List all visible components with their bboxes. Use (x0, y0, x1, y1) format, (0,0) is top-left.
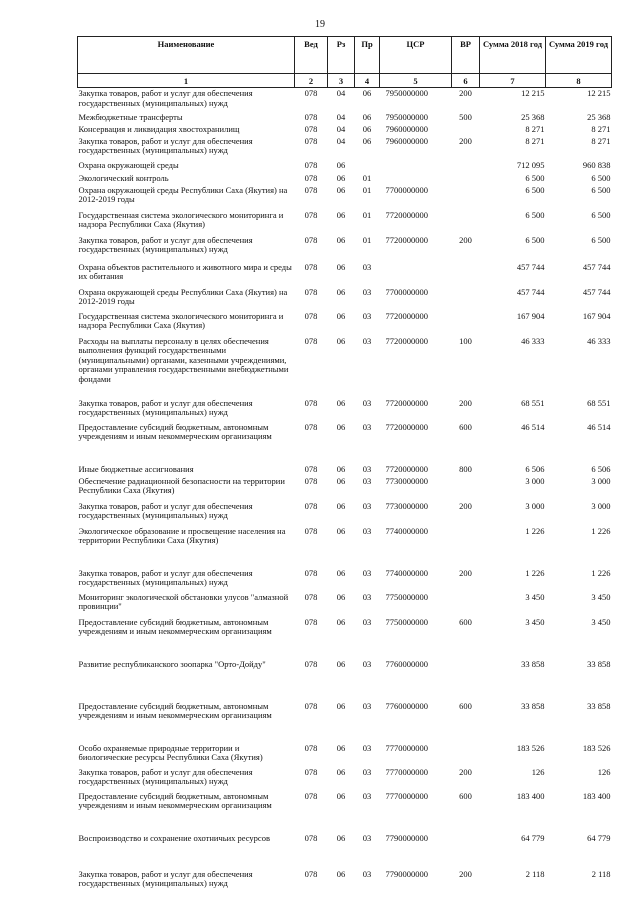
cell-pr: 03 (362, 475, 372, 486)
cell-ved: 078 (304, 832, 318, 843)
cell-name: Закупка товаров, работ и услуг для обеспечения государственных (муниципальных) нужд (78, 868, 253, 888)
cell-pr: 03 (362, 832, 372, 843)
cell-s18: 6 500 (525, 172, 545, 183)
cell-pr: 03 (362, 790, 372, 801)
header-rz: Рз (328, 37, 355, 74)
cell-name: Закупка товаров, работ и услуг для обеспечения государственных (муниципальных) нужд (78, 500, 253, 520)
cell-s18: 33 858 (521, 658, 545, 669)
cell-vr (452, 527, 480, 569)
cell-vr: 500 (459, 111, 472, 122)
cell-pr: 03 (362, 261, 372, 272)
header-vr: ВР (452, 37, 480, 74)
cell-pr: 01 (362, 172, 372, 183)
cell-pr: 03 (362, 742, 372, 753)
cell-name: Предоставление субсидий бюджетным, автономным учреждениям и иным некоммерческим организациям (78, 700, 272, 720)
table-body (78, 88, 612, 894)
cell-rz: 06 (336, 700, 346, 711)
cell-rz: 06 (336, 310, 346, 321)
column-number: 5 (380, 74, 452, 88)
cell-ved: 078 (304, 658, 318, 669)
cell-pr: 03 (362, 310, 372, 321)
cell-csr: 7750000000 (385, 591, 428, 602)
cell-ved: 078 (304, 397, 318, 408)
cell-name: Закупка товаров, работ и услуг для обеспечения государственных (муниципальных) нужд (78, 766, 253, 786)
cell-vr (452, 174, 480, 186)
cell-pr: 06 (362, 123, 372, 134)
cell-rz: 06 (336, 766, 346, 777)
table-row (78, 569, 612, 593)
cell-s18: 2 118 (525, 868, 545, 879)
cell-rz: 06 (336, 742, 346, 753)
cell-vr (452, 744, 480, 768)
cell-s19: 6 500 (591, 172, 611, 183)
cell-s19: 6 500 (591, 234, 611, 245)
cell-ved: 078 (304, 700, 318, 711)
cell-pr: 01 (362, 234, 372, 245)
cell-vr: 200 (459, 766, 472, 777)
cell-rz: 06 (336, 567, 346, 578)
cell-csr: 7770000000 (385, 766, 428, 777)
cell-s18: 6 500 (525, 234, 545, 245)
cell-ved: 078 (304, 766, 318, 777)
table-row (78, 660, 612, 702)
table-row (78, 423, 612, 465)
cell-s18: 8 271 (525, 123, 545, 134)
cell-ved: 078 (304, 209, 318, 220)
page-number: 19 (315, 19, 325, 30)
cell-s19: 3 000 (591, 500, 611, 511)
cell-name: Закупка товаров, работ и услуг для обеспечения государственных (муниципальных) нужд (78, 397, 253, 417)
cell-ved: 078 (304, 184, 318, 195)
cell-ved: 078 (304, 172, 318, 183)
cell-csr: 7770000000 (385, 790, 428, 801)
table-row (78, 744, 612, 768)
cell-ved: 078 (304, 123, 318, 134)
cell-s19: 167 904 (582, 310, 611, 321)
table-row (78, 236, 612, 263)
cell-s19: 25 368 (587, 111, 611, 122)
cell-ved: 078 (304, 421, 318, 432)
cell-ved: 078 (304, 868, 318, 879)
table-row (78, 137, 612, 161)
table-row (78, 527, 612, 569)
table-row (78, 702, 612, 744)
cell-name: Закупка товаров, работ и услуг для обеспечения государственных (муниципальных) нужд (78, 234, 253, 254)
table-row (78, 465, 612, 477)
cell-ved: 078 (304, 159, 318, 170)
cell-s18: 12 215 (521, 88, 545, 98)
cell-rz: 06 (336, 463, 346, 474)
cell-vr: 600 (459, 421, 472, 432)
table-header (78, 37, 612, 88)
cell-ved: 078 (304, 525, 318, 536)
column-number: 7 (480, 74, 546, 88)
cell-s18: 25 368 (521, 111, 545, 122)
column-number-row (78, 74, 612, 88)
cell-rz: 06 (336, 421, 346, 432)
cell-name: Закупка товаров, работ и услуг для обеспечения государственных (муниципальных) нужд (78, 135, 253, 155)
cell-pr: 03 (362, 700, 372, 711)
cell-s18: 46 514 (521, 421, 545, 432)
cell-vr: 200 (459, 500, 472, 511)
table-row (78, 174, 612, 186)
cell-vr: 200 (459, 567, 472, 578)
cell-name: Развитие республиканского зоопарка "Орто-Дойду" (78, 658, 266, 669)
cell-csr: 7720000000 (385, 421, 428, 432)
cell-s19: 1 226 (591, 567, 611, 578)
cell-s19: 46 333 (587, 335, 611, 346)
column-number: 6 (452, 74, 480, 88)
column-number: 4 (355, 74, 380, 88)
cell-name: Экологический контроль (78, 172, 169, 183)
cell-name: Государственная система экологического мониторинга и надзора Республики Саха (Якутия) (78, 209, 284, 229)
cell-rz: 04 (336, 135, 346, 146)
cell-vr (452, 312, 480, 337)
cell-ved: 078 (304, 500, 318, 511)
cell-vr (452, 161, 480, 174)
table-row (78, 834, 612, 870)
cell-csr: 7760000000 (385, 658, 428, 669)
header-csr: ЦСР (380, 37, 452, 74)
cell-s18: 8 271 (525, 135, 545, 146)
cell-csr: 7950000000 (385, 111, 428, 122)
cell-name: Охрана окружающей среды Республики Саха (Якутия) на 2012-2019 годы (78, 184, 288, 204)
cell-csr: 7790000000 (385, 868, 428, 879)
cell-rz: 06 (336, 261, 346, 272)
cell-rz: 04 (336, 111, 346, 122)
cell-s19: 12 215 (587, 88, 611, 98)
header-sum-2019: Сумма 2019 год (546, 37, 612, 74)
cell-pr: 03 (362, 567, 372, 578)
cell-name: Охрана окружающей среды Республики Саха (Якутия) на 2012-2019 годы (78, 286, 288, 306)
cell-s18: 183 400 (516, 790, 545, 801)
cell-csr (380, 161, 452, 174)
cell-vr: 600 (459, 616, 472, 627)
cell-pr: 03 (362, 658, 372, 669)
cell-ved: 078 (304, 475, 318, 486)
cell-pr: 03 (362, 397, 372, 408)
cell-rz: 06 (336, 790, 346, 801)
cell-s18: 3 450 (525, 591, 545, 602)
cell-ved: 078 (304, 463, 318, 474)
cell-name: Закупка товаров, работ и услуг для обеспечения государственных (муниципальных) нужд (78, 88, 253, 108)
cell-name: Охрана окружающей среды (78, 159, 179, 170)
cell-s18: 3 000 (525, 500, 545, 511)
header-name: Наименование (78, 37, 295, 74)
header-row (78, 37, 612, 74)
cell-rz: 04 (336, 88, 346, 98)
cell-ved: 078 (304, 591, 318, 602)
cell-s19: 2 118 (591, 868, 611, 879)
cell-name: Консервация и ликвидация хвостохранилищ (78, 123, 240, 134)
cell-rz: 06 (336, 159, 346, 170)
table-row (78, 161, 612, 174)
cell-csr: 7960000000 (385, 135, 428, 146)
cell-rz: 06 (336, 335, 346, 346)
cell-s19: 33 858 (587, 700, 611, 711)
cell-vr: 200 (459, 868, 472, 879)
cell-ved: 078 (304, 135, 318, 146)
cell-name: Предоставление субсидий бюджетным, автономным учреждениям и иным некоммерческим организациям (78, 790, 272, 810)
cell-rz: 06 (336, 500, 346, 511)
cell-ved: 078 (304, 616, 318, 627)
cell-s18: 46 333 (521, 335, 545, 346)
table-row (78, 288, 612, 312)
cell-csr: 7730000000 (385, 500, 428, 511)
cell-s19: 6 500 (591, 209, 611, 220)
cell-rz: 04 (336, 123, 346, 134)
cell-csr: 7960000000 (385, 123, 428, 134)
table-row (78, 792, 612, 834)
cell-name: Закупка товаров, работ и услуг для обеспечения государственных (муниципальных) нужд (78, 567, 253, 587)
cell-pr: 06 (362, 111, 372, 122)
cell-pr: 03 (362, 335, 372, 346)
cell-csr: 7720000000 (385, 310, 428, 321)
cell-s18: 457 744 (516, 261, 545, 272)
cell-csr: 7720000000 (385, 463, 428, 474)
cell-name: Особо охраняемые природные территории и биологические ресурсы Республики Саха (Якутия) (78, 742, 263, 762)
cell-ved: 078 (304, 790, 318, 801)
cell-csr: 7740000000 (385, 525, 428, 536)
column-number: 1 (78, 74, 295, 88)
cell-pr: 06 (362, 88, 372, 98)
cell-name: Мониторинг экологической обстановки улусов "алмазной провинции" (78, 591, 289, 611)
cell-s18: 3 000 (525, 475, 545, 486)
cell-s18: 68 551 (521, 397, 545, 408)
cell-csr (380, 174, 452, 186)
header-pr: Пр (355, 37, 380, 74)
cell-csr: 7720000000 (385, 234, 428, 245)
table-row (78, 312, 612, 337)
table-row (78, 337, 612, 399)
cell-vr (452, 660, 480, 702)
cell-vr: 800 (459, 463, 472, 474)
cell-s19: 46 514 (587, 421, 611, 432)
cell-vr: 200 (459, 88, 472, 98)
cell-rz: 06 (336, 184, 346, 195)
cell-csr: 7750000000 (385, 616, 428, 627)
cell-s18: 6 500 (525, 209, 545, 220)
cell-s19: 3 000 (591, 475, 611, 486)
header-sum-2018: Сумма 2018 год (480, 37, 546, 74)
cell-vr (452, 834, 480, 870)
cell-csr: 7720000000 (385, 209, 428, 220)
cell-ved: 078 (304, 567, 318, 578)
cell-ved: 078 (304, 286, 318, 297)
cell-pr: 03 (362, 591, 372, 602)
cell-csr: 7720000000 (385, 335, 428, 346)
cell-csr: 7730000000 (385, 475, 428, 486)
cell-s18: 6 500 (525, 184, 545, 195)
cell-ved: 078 (304, 88, 318, 98)
cell-ved: 078 (304, 261, 318, 272)
header-ved: Вед (295, 37, 328, 74)
cell-rz: 06 (336, 172, 346, 183)
cell-s19: 6 506 (591, 463, 611, 474)
cell-ved: 078 (304, 742, 318, 753)
table-row (78, 88, 612, 113)
cell-s18: 64 779 (521, 832, 545, 843)
column-number: 8 (546, 74, 612, 88)
cell-s19: 68 551 (587, 397, 611, 408)
cell-rz: 06 (336, 658, 346, 669)
cell-vr (452, 263, 480, 288)
cell-vr (452, 288, 480, 312)
table-row (78, 618, 612, 660)
cell-name: Государственная система экологического мониторинга и надзора Республики Саха (Якутия) (78, 310, 284, 330)
cell-s18: 1 226 (525, 567, 545, 578)
cell-vr (452, 477, 480, 502)
cell-s19: 1 226 (591, 525, 611, 536)
cell-s19: 457 744 (582, 261, 611, 272)
table-row (78, 186, 612, 211)
cell-name: Иные бюджетные ассигнования (78, 463, 194, 474)
cell-pr: 03 (362, 616, 372, 627)
cell-s19: 64 779 (587, 832, 611, 843)
cell-rz: 06 (336, 616, 346, 627)
cell-s19: 33 858 (587, 658, 611, 669)
cell-pr: 03 (362, 525, 372, 536)
cell-csr: 7700000000 (385, 184, 428, 195)
cell-pr: 01 (362, 209, 372, 220)
cell-name: Экологическое образование и просвещение населения на территории Республики Саха (Якутия) (78, 525, 286, 545)
cell-name: Межбюджетные трансферты (78, 111, 183, 122)
cell-vr: 200 (459, 397, 472, 408)
cell-name: Обеспечение радиационной безопасности на территории Республики Саха (Якутия) (78, 475, 285, 495)
cell-s18: 33 858 (521, 700, 545, 711)
cell-pr: 03 (362, 421, 372, 432)
cell-rz: 06 (336, 868, 346, 879)
cell-vr (452, 125, 480, 137)
cell-s19: 8 271 (591, 135, 611, 146)
cell-s18: 457 744 (516, 286, 545, 297)
cell-s19: 8 271 (591, 123, 611, 134)
column-number: 2 (295, 74, 328, 88)
cell-ved: 078 (304, 111, 318, 122)
cell-vr: 200 (459, 234, 472, 245)
cell-csr: 7740000000 (385, 567, 428, 578)
cell-s19: 3 450 (591, 591, 611, 602)
cell-vr (452, 211, 480, 236)
column-number: 3 (328, 74, 355, 88)
cell-pr (355, 161, 380, 174)
cell-pr: 03 (362, 463, 372, 474)
cell-vr (452, 593, 480, 618)
cell-rz: 06 (336, 397, 346, 408)
cell-rz: 06 (336, 475, 346, 486)
cell-s18: 712 095 (516, 159, 545, 170)
table-row (78, 211, 612, 236)
cell-s18: 3 450 (525, 616, 545, 627)
table-row (78, 502, 612, 527)
cell-s19: 457 744 (582, 286, 611, 297)
table-row (78, 399, 612, 423)
cell-s19: 183 400 (582, 790, 611, 801)
cell-ved: 078 (304, 310, 318, 321)
cell-pr: 03 (362, 500, 372, 511)
cell-ved: 078 (304, 234, 318, 245)
cell-csr: 7790000000 (385, 832, 428, 843)
cell-rz: 06 (336, 591, 346, 602)
cell-s18: 183 526 (516, 742, 545, 753)
cell-name: Расходы на выплаты персоналу в целях обеспечения выполнения функций государственными (муниципальными) органами, казенными учреждениями, органами управления государственными внебюджетными фондами (78, 335, 289, 384)
cell-vr: 600 (459, 700, 472, 711)
cell-csr (380, 263, 452, 288)
table-row (78, 477, 612, 502)
cell-vr: 600 (459, 790, 472, 801)
cell-s18: 1 226 (525, 525, 545, 536)
cell-pr: 01 (362, 184, 372, 195)
cell-vr: 200 (459, 135, 472, 146)
cell-ved: 078 (304, 335, 318, 346)
cell-pr: 03 (362, 868, 372, 879)
table-row (78, 125, 612, 137)
cell-csr: 7720000000 (385, 397, 428, 408)
table-row (78, 870, 612, 894)
table-row (78, 263, 612, 288)
cell-rz: 06 (336, 234, 346, 245)
cell-csr: 7770000000 (385, 742, 428, 753)
table-row (78, 768, 612, 792)
cell-s19: 183 526 (582, 742, 611, 753)
budget-table (77, 36, 612, 894)
cell-csr: 7700000000 (385, 286, 428, 297)
cell-s19: 6 500 (591, 184, 611, 195)
cell-name: Воспроизводство и сохранение охотничьих ресурсов (78, 832, 270, 843)
cell-s19: 960 838 (582, 159, 611, 170)
cell-s18: 167 904 (516, 310, 545, 321)
cell-name: Охрана объектов растительного и животного мира и среды их обитания (78, 261, 292, 281)
cell-pr: 06 (362, 135, 372, 146)
cell-pr: 03 (362, 766, 372, 777)
cell-csr: 7760000000 (385, 700, 428, 711)
cell-vr: 100 (459, 335, 472, 346)
cell-rz: 06 (336, 525, 346, 536)
cell-csr: 7950000000 (385, 88, 428, 98)
cell-rz: 06 (336, 209, 346, 220)
cell-s19: 3 450 (591, 616, 611, 627)
cell-s18: 6 506 (525, 463, 545, 474)
cell-name: Предоставление субсидий бюджетным, автономным учреждениям и иным некоммерческим организациям (78, 421, 272, 441)
cell-s18: 126 (531, 766, 545, 777)
cell-rz: 06 (336, 832, 346, 843)
cell-pr: 03 (362, 286, 372, 297)
table-row (78, 113, 612, 125)
cell-name: Предоставление субсидий бюджетным, автономным учреждениям и иным некоммерческим организациям (78, 616, 272, 636)
cell-vr (452, 186, 480, 211)
cell-s19: 126 (597, 766, 611, 777)
cell-rz: 06 (336, 286, 346, 297)
table-row (78, 593, 612, 618)
